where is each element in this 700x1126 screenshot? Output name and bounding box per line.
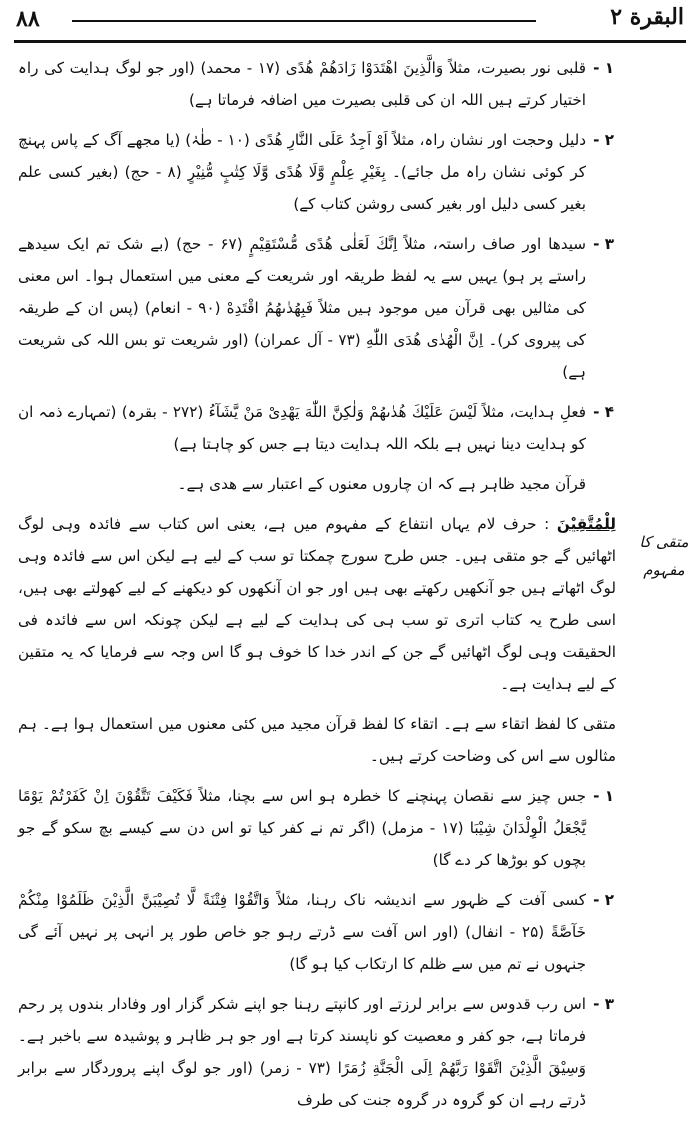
item-number: ۳ - <box>593 235 614 253</box>
running-head: البقرة ۲ <box>610 4 684 30</box>
page-body <box>18 52 616 1124</box>
top-divider <box>14 40 686 43</box>
margin-note: متقی کا مفہوم <box>639 533 689 579</box>
item-text: دلیل وحجت اور نشان راہ، مثلاً اَوْ اَجِدُ عَلَی النَّارِ هُدًی (۱۰ - طٰہٰ) (یا مجھے آگ کے پاس پہنچ کر کوئی نشان راہ مل جائے)۔ بِغَیْرِ عِلْمٍ وَّلَا هُدًی وَّلَا كِتٰبٍ مُّنِیْرٍ (۸ - حج) (بغیر کسی علم بغیر کسی دلیل اور بغیر کسی روشن کتاب کے) <box>18 131 586 213</box>
muttaqin-paragraph <box>18 508 616 700</box>
hidayat-meaning-1 <box>18 52 616 116</box>
summary-line: قرآن مجید ظاہر ہے کہ ان چاروں معنوں کے اعتبار سے ھدی ہے۔ <box>177 475 586 493</box>
taqwa-meaning-3 <box>18 988 616 1116</box>
page-header <box>14 4 686 34</box>
item-number: ۲ - <box>593 131 614 149</box>
hidayat-meaning-3 <box>18 228 616 388</box>
item-text: کسی آفت کے ظہور سے اندیشہ ناک رہنا، مثلاً وَاتَّقُوْا فِتْنَةً لَّا تُصِیْبَنَّ الَّذِیْنَ ظَلَمُوْا مِنْكُمْ خَآصَّةً (۲۵ - انفال) (اور اس آفت سے ڈرتے رہو جو خاص طور پر انہی پر نہیں آئے گی جنہوں نے تم میں سے ظلم کا ارتکاب کیا ہو گا) <box>18 891 586 973</box>
header-rule <box>72 20 536 22</box>
hidayat-meaning-4 <box>18 396 616 460</box>
taqwa-meaning-2 <box>18 884 616 980</box>
muttaqin-text: : حرف لام یہاں انتفاع کے مفہوم میں ہے، یعنی اس کتاب سے فائدہ وہی لوگ اٹھائیں گے جو متقی ہیں۔ جس طرح سورج چمکتا تو سب کے لیے ہے لیکن اس سے فائدہ وہی لوگ اٹھاتے ہیں جو آنکھیں رکھتے بھی ہیں اور جو ان آنکھوں کو دیکھنے کے لیے کھولتے بھی ہیں، اسی طرح یہ کتاب اتری تو سب ہی کی ہدایت کے لیے ہے لیکن چونکہ اس سے فائدہ فی الحقیقت وہی لوگ اٹھائیں گے جن کے اندر خدا کا خوف ہو گا اس وجہ سے فرمایا کہ یہ متقین کے لیے ہدایت ہے۔ <box>18 515 616 693</box>
taqwa-paragraph: متقی کا لفظ اتقاء سے ہے۔ اتقاء کا لفظ قرآن مجید میں کئی معنوں میں استعمال ہوا ہے۔ ہم مثالوں سے اس کی وضاحت کرتے ہیں۔ <box>18 715 616 765</box>
item-text: سیدھا اور صاف راستہ، مثلاً اِنَّكَ لَعَلٰی هُدًی مُّسْتَقِیْمٍ (۶۷ - حج) (بے شک تم ایک سیدھے راستے پر ہو) یہیں سے یہ لفظ طریقہ اور شریعت کے معنی میں استعمال ہوا۔ اس معنی کی مثالیں بھی قرآن میں موجود ہیں مثلاً فَبِهُدٰىهُمُ اقْتَدِهْ (۹۰ - انعام) (پس ان کے طریقہ کی پیروی کر)۔ اِنَّ الْهُدٰی هُدَی اللّٰهِ (۷۳ - آل عمران) (اور شریعت تو بس اللہ کی شریعت ہے) <box>18 235 586 381</box>
hidayat-meaning-2 <box>18 124 616 220</box>
item-number: ۱ - <box>593 59 614 77</box>
keyword-muttaqin: لِلْمُتَّقِیْنَ <box>556 515 616 533</box>
taqwa-meaning-1 <box>18 780 616 876</box>
item-text: فعلِ ہدایت، مثلاً لَیْسَ عَلَیْكَ هُدٰىهُمْ وَلٰكِنَّ اللّٰهَ یَهْدِیْ مَنْ یَّشَآءُ (۲۷۲ - بقرہ) (تمہارے ذمہ ان کو ہدایت دینا نہیں ہے بلکہ اللہ ہدایت دیتا ہے جس کو چاہتا ہے) <box>18 403 586 453</box>
page-number: ۸۸ <box>16 6 40 32</box>
item-number: ۲ - <box>593 891 614 909</box>
item-number: ۴ - <box>593 403 614 421</box>
item-text: جس چیز سے نقصان پہنچنے کا خطرہ ہو اس سے بچنا، مثلاً فَكَیْفَ تَتَّقُوْنَ اِنْ كَفَرْتُمْ یَوْمًا یَّجْعَلُ الْوِلْدَانَ شِیْبَا (۱۷ - مزمل) (اگر تم نے کفر کیا تو اس دن سے کیسے بچ سکو گے جو بچوں کو بوڑھا کر دے گا) <box>18 787 586 869</box>
item-number: ۳ - <box>593 995 614 1013</box>
item-number: ۱ - <box>593 787 614 805</box>
item-text: اس رب قدوس سے برابر لرزتے اور کانپتے رہنا جو اپنے شکر گزار اور وفادار بندوں پر رحم فرماتا ہے، جو کفر و معصیت کو ناپسند کرتا ہے اور جو ہر ظاہر و پوشیدہ سے باخبر ہے۔ وَسِیْقَ الَّذِیْنَ اتَّقَوْا رَبَّهُمْ اِلَی الْجَنَّةِ زُمَرًا (۷۳ - زمر) (اور جو لوگ اپنے پروردگار سے برابر ڈرتے رہے ان کو گروہ در گروہ جنت کی طرف <box>18 995 586 1109</box>
item-text: قلبی نور بصیرت، مثلاً وَالَّذِینَ اهْتَدَوْا زَادَهُمْ هُدًی (۱۷ - محمد) (اور جو لوگ ہدایت کی راہ اختیار کرتے ہیں اللہ ان کی قلبی بصیرت میں اضافہ فرماتا ہے) <box>18 59 587 109</box>
